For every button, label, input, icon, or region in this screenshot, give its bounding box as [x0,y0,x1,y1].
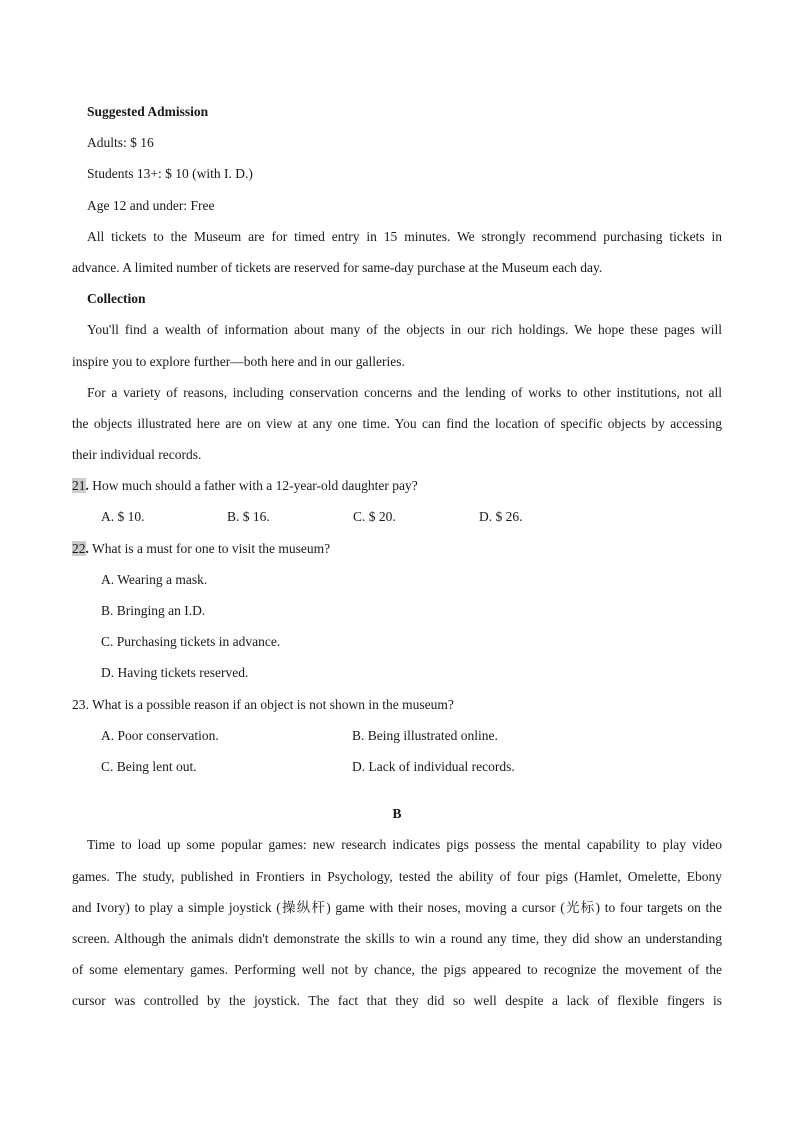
option-d: D. $ 26. [479,509,523,525]
section-b-line: of some elementary games. Performing well not by chance, the pigs appeared to recognize the movement of the [72,962,722,978]
section-b-line: cursor was controlled by the joystick. The fact that they did so well despite a lack of flexible fingers is [72,993,722,1009]
admission-adults: Adults: $ 16 [87,135,154,151]
question-number: 21 [72,478,86,494]
option-d: D. Lack of individual records. [352,758,515,774]
collection-paragraph-line: For a variety of reasons, including conservation concerns and the lending of works to other institutions, not all [87,384,722,400]
question-number: 22 [72,540,86,556]
question-text: How much should a father with a 12-year-old daughter pay? [88,478,418,494]
admission-heading: Suggested Admission [87,104,209,119]
admission-children: Age 12 and under: Free [87,197,215,213]
question-21 [72,470,722,501]
option-c: C. Purchasing tickets in advance. [101,634,281,650]
question-number-dot: . [85,478,89,494]
question-22 [72,533,722,564]
section-b-label: B [392,806,402,822]
collection-paragraph-line: the objects illustrated here are on view at any one time. You can find the location of specific objects by accessing [72,415,722,431]
question-text: What is a possible reason if an object is not shown in the museum? [88,696,454,712]
option-a: A. $ 10. [101,509,145,525]
question-text: What is a must for one to visit the museum? [88,540,331,556]
question-23-options-row [72,751,722,782]
option-b: B. Being illustrated online. [352,727,498,743]
section-b-line: and Ivory) to play a simple joystick (操纵杆) game with their noses, moving a cursor (光标) to four targets on the [72,899,722,915]
question-23 [72,689,722,720]
collection-heading: Collection [87,291,146,307]
section-b-line: games. The study, published in Frontiers in Psychology, tested the ability of four pigs (Hamlet, Omelette, Ebony [72,868,722,884]
question-number-dot: . [85,540,89,556]
collection-paragraph-line: their individual records. [72,447,202,463]
question-21-options [72,501,722,532]
option-a: A. Wearing a mask. [101,571,208,587]
document-page [72,96,722,1016]
option-c: C. $ 20. [353,509,396,525]
option-a: A. Poor conservation. [101,727,219,743]
option-b: B. Bringing an I.D. [101,603,206,618]
question-23-options-row [72,720,722,751]
section-b-line: Time to load up some popular games: new research indicates pigs possess the mental capability to play video [87,837,722,853]
option-c: C. Being lent out. [101,758,197,774]
question-number: 23. [72,696,89,712]
admission-paragraph-line: advance. A limited number of tickets are reserved for same-day purchase at the Museum each day. [72,259,603,275]
admission-students: Students 13+: $ 10 (with I. D.) [87,166,253,182]
admission-paragraph-line: All tickets to the Museum are for timed entry in 15 minutes. We strongly recommend purchasing tickets in [87,228,722,244]
collection-paragraph-line: You'll find a wealth of information about many of the objects in our rich holdings. We hope these pages will [87,322,722,338]
option-d: D. Having tickets reserved. [101,665,249,681]
collection-paragraph-line: inspire you to explore further—both here and in our galleries. [72,353,405,369]
option-b: B. $ 16. [227,509,270,525]
section-b-line: screen. Although the animals didn't demonstrate the skills to win a round any time, they did show an understanding [72,930,722,946]
